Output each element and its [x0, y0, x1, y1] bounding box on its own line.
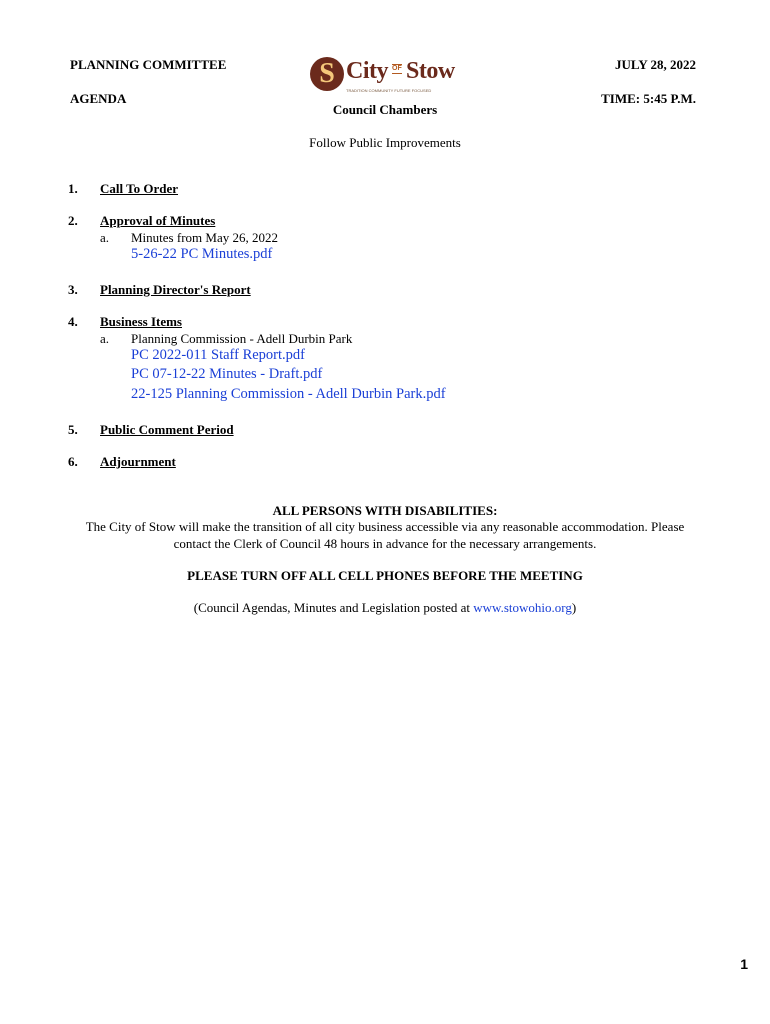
agenda-subtitle: Follow Public Improvements: [309, 135, 461, 150]
sub-item-letter: a.: [100, 230, 110, 245]
item-number: 3.: [68, 282, 78, 297]
agenda-label: AGENDA: [70, 91, 127, 106]
meeting-time: TIME: 5:45 P.M.: [601, 91, 696, 106]
item-number: 6.: [68, 454, 78, 469]
item-number: 1.: [68, 181, 78, 196]
website-link[interactable]: www.stowohio.org: [473, 600, 572, 615]
attachment-link[interactable]: PC 07-12-22 Minutes - Draft.pdf: [131, 366, 323, 382]
sub-item-text: Planning Commission - Adell Durbin Park: [131, 331, 353, 346]
sub-item-text: Minutes from May 26, 2022: [131, 230, 278, 245]
disabilities-text-line1: The City of Stow will make the transition of all city business accessible via any reasonable accommodation. Please: [85, 519, 685, 534]
item-number: 4.: [68, 314, 78, 329]
sub-item-letter: a.: [100, 331, 110, 346]
cell-phones-notice: PLEASE TURN OFF ALL CELL PHONES BEFORE THE MEETING: [187, 568, 583, 583]
meeting-date: JULY 28, 2022: [614, 57, 696, 72]
item-title-business-items: Business Items: [100, 314, 182, 329]
item-title-approval-of-minutes: Approval of Minutes: [100, 213, 216, 228]
logo-stow-text: Stow: [406, 58, 455, 84]
logo-initial: S: [319, 58, 335, 89]
attachment-link[interactable]: PC 2022-011 Staff Report.pdf: [131, 347, 305, 363]
item-number: 2.: [68, 213, 78, 228]
logo-city-text: City: [346, 58, 388, 84]
committee-title: PLANNING COMMITTEE: [70, 57, 227, 72]
attachment-link[interactable]: 5-26-22 PC Minutes.pdf: [131, 246, 273, 262]
meeting-location: Council Chambers: [332, 102, 438, 117]
item-title-directors-report: Planning Director's Report: [100, 282, 251, 297]
logo-of-text: OF: [392, 65, 402, 72]
item-number: 5.: [68, 422, 78, 437]
item-title-public-comment: Public Comment Period: [100, 422, 234, 437]
posted-suffix: ): [571, 600, 577, 615]
disabilities-text-line2: contact the Clerk of Council 48 hours in advance for the necessary arrangements.: [173, 536, 597, 551]
posted-notice: [0, 600, 770, 616]
disabilities-heading: ALL PERSONS WITH DISABILITIES:: [272, 503, 498, 518]
logo-tagline: TRADITION COMMUNITY FUTURE FOCUSED: [346, 88, 432, 93]
attachment-link[interactable]: 22-125 Planning Commission - Adell Durbin Park.pdf: [131, 386, 446, 402]
page-number: 1: [740, 956, 748, 972]
item-title-call-to-order: Call To Order: [100, 181, 179, 196]
item-title-adjournment: Adjournment: [100, 454, 176, 469]
posted-prefix: (Council Agendas, Minutes and Legislation posted at: [193, 600, 474, 615]
city-of-stow-logo: [310, 56, 455, 98]
